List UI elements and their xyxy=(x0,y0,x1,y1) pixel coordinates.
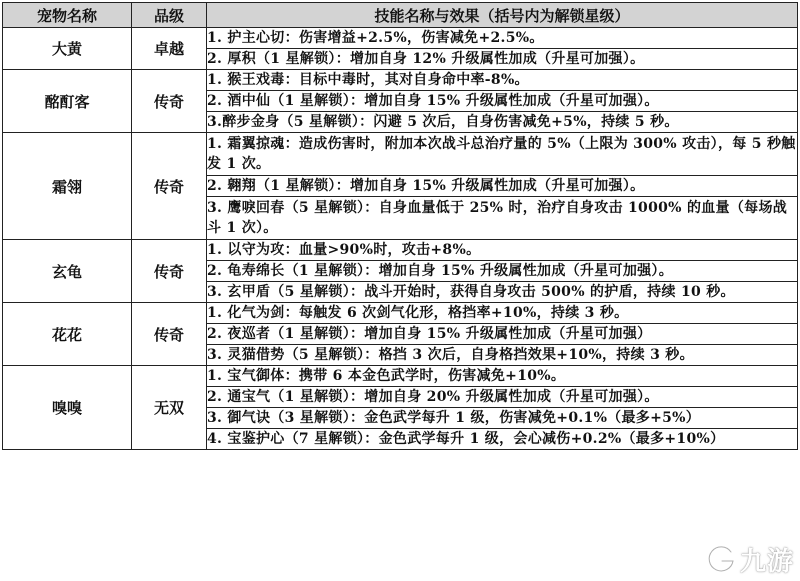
skill-cell: 2. 翱翔（1 星解锁）：增加自身 15% 升级属性加成（升星可加强）。 xyxy=(207,176,798,197)
table-row xyxy=(3,303,798,324)
skill-cell: 2. 厚积（1 星解锁）：增加自身 12% 升级属性加成（升星可加强）。 xyxy=(207,49,798,70)
skill-cell: 2. 酒中仙（1 星解锁）：增加自身 15% 升级属性加成（升星可加强）。 xyxy=(207,91,798,112)
logo-g-icon xyxy=(704,542,738,576)
skill-cell: 1. 宝气御体：携带 6 本金色武学时，伤害减免+10%。 xyxy=(207,366,798,387)
pet-name: 酩酊客 xyxy=(3,70,132,133)
skill-cell: 1. 霜翼掠魂：造成伤害时，附加本次战斗总治疗量的 5%（上限为 300% 攻击），每 5 秒触发 1 次。 xyxy=(207,133,798,176)
table-row xyxy=(3,133,798,176)
skill-cell: 3.醉步金身（5 星解锁）：闪避 5 次后，自身伤害减免+5%，持续 5 秒。 xyxy=(207,112,798,133)
header-pet-name: 宠物名称 xyxy=(3,3,132,28)
skill-cell: 4. 宝鉴护心（7 星解锁）：金色武学每升 1 级，会心减伤+0.2%（最多+10%） xyxy=(207,429,798,450)
skill-cell: 3. 灵猫借势（5 星解锁）：格挡 3 次后，自身格挡效果+10%，持续 3 秒。 xyxy=(207,345,798,366)
skill-cell: 1. 以守为攻：血量>90%时，攻击+8%。 xyxy=(207,240,798,261)
skill-cell: 1. 猴王戏毒：目标中毒时，其对自身命中率-8%。 xyxy=(207,70,798,91)
table-row xyxy=(3,70,798,91)
header-row xyxy=(3,3,798,28)
pet-grade: 传奇 xyxy=(132,70,207,133)
header-grade: 品级 xyxy=(132,3,207,28)
skill-cell: 2. 通宝气（1 星解锁）：增加自身 20% 升级属性加成（升星可加强）。 xyxy=(207,387,798,408)
pet-grade: 无双 xyxy=(132,366,207,450)
skill-cell: 2. 龟寿绵长（1 星解锁）：增加自身 15% 升级属性加成（升星可加强）。 xyxy=(207,261,798,282)
watermark-text: 九游 xyxy=(739,546,794,577)
table-row xyxy=(3,28,798,49)
table-row xyxy=(3,240,798,261)
pet-grade: 传奇 xyxy=(132,133,207,240)
pet-grade: 卓越 xyxy=(132,28,207,70)
skill-cell: 3. 鹰唳回春（5 星解锁）：自身血量低于 25% 时，治疗自身攻击 1000% 的血量（每场战斗 1 次）。 xyxy=(207,197,798,240)
skill-cell: 1. 护主心切：伤害增益+2.5%，伤害减免+2.5%。 xyxy=(207,28,798,49)
pet-name: 花花 xyxy=(3,303,132,366)
pet-name: 玄龟 xyxy=(3,240,132,303)
header-skills: 技能名称与效果（括号内为解锁星级） xyxy=(207,3,798,28)
skill-cell: 3. 御气诀（3 星解锁）：金色武学每升 1 级，伤害减免+0.1%（最多+5%） xyxy=(207,408,798,429)
skill-cell: 2. 夜巡者（1 星解锁）：增加自身 15% 升级属性加成（升星可加强） xyxy=(207,324,798,345)
pet-name: 大黄 xyxy=(3,28,132,70)
table-row xyxy=(3,366,798,387)
skill-cell: 1. 化气为剑：每触发 6 次剑气化形，格挡率+10%，持续 3 秒。 xyxy=(207,303,798,324)
pet-name: 霜翎 xyxy=(3,133,132,240)
pet-skills-table xyxy=(2,2,798,450)
pet-name: 嗅嗅 xyxy=(3,366,132,450)
watermark-logo xyxy=(674,539,794,579)
pet-grade: 传奇 xyxy=(132,240,207,303)
skill-cell: 3. 玄甲盾（5 星解锁）：战斗开始时，获得自身攻击 500% 的护盾，持续 10 秒。 xyxy=(207,282,798,303)
pet-grade: 传奇 xyxy=(132,303,207,366)
